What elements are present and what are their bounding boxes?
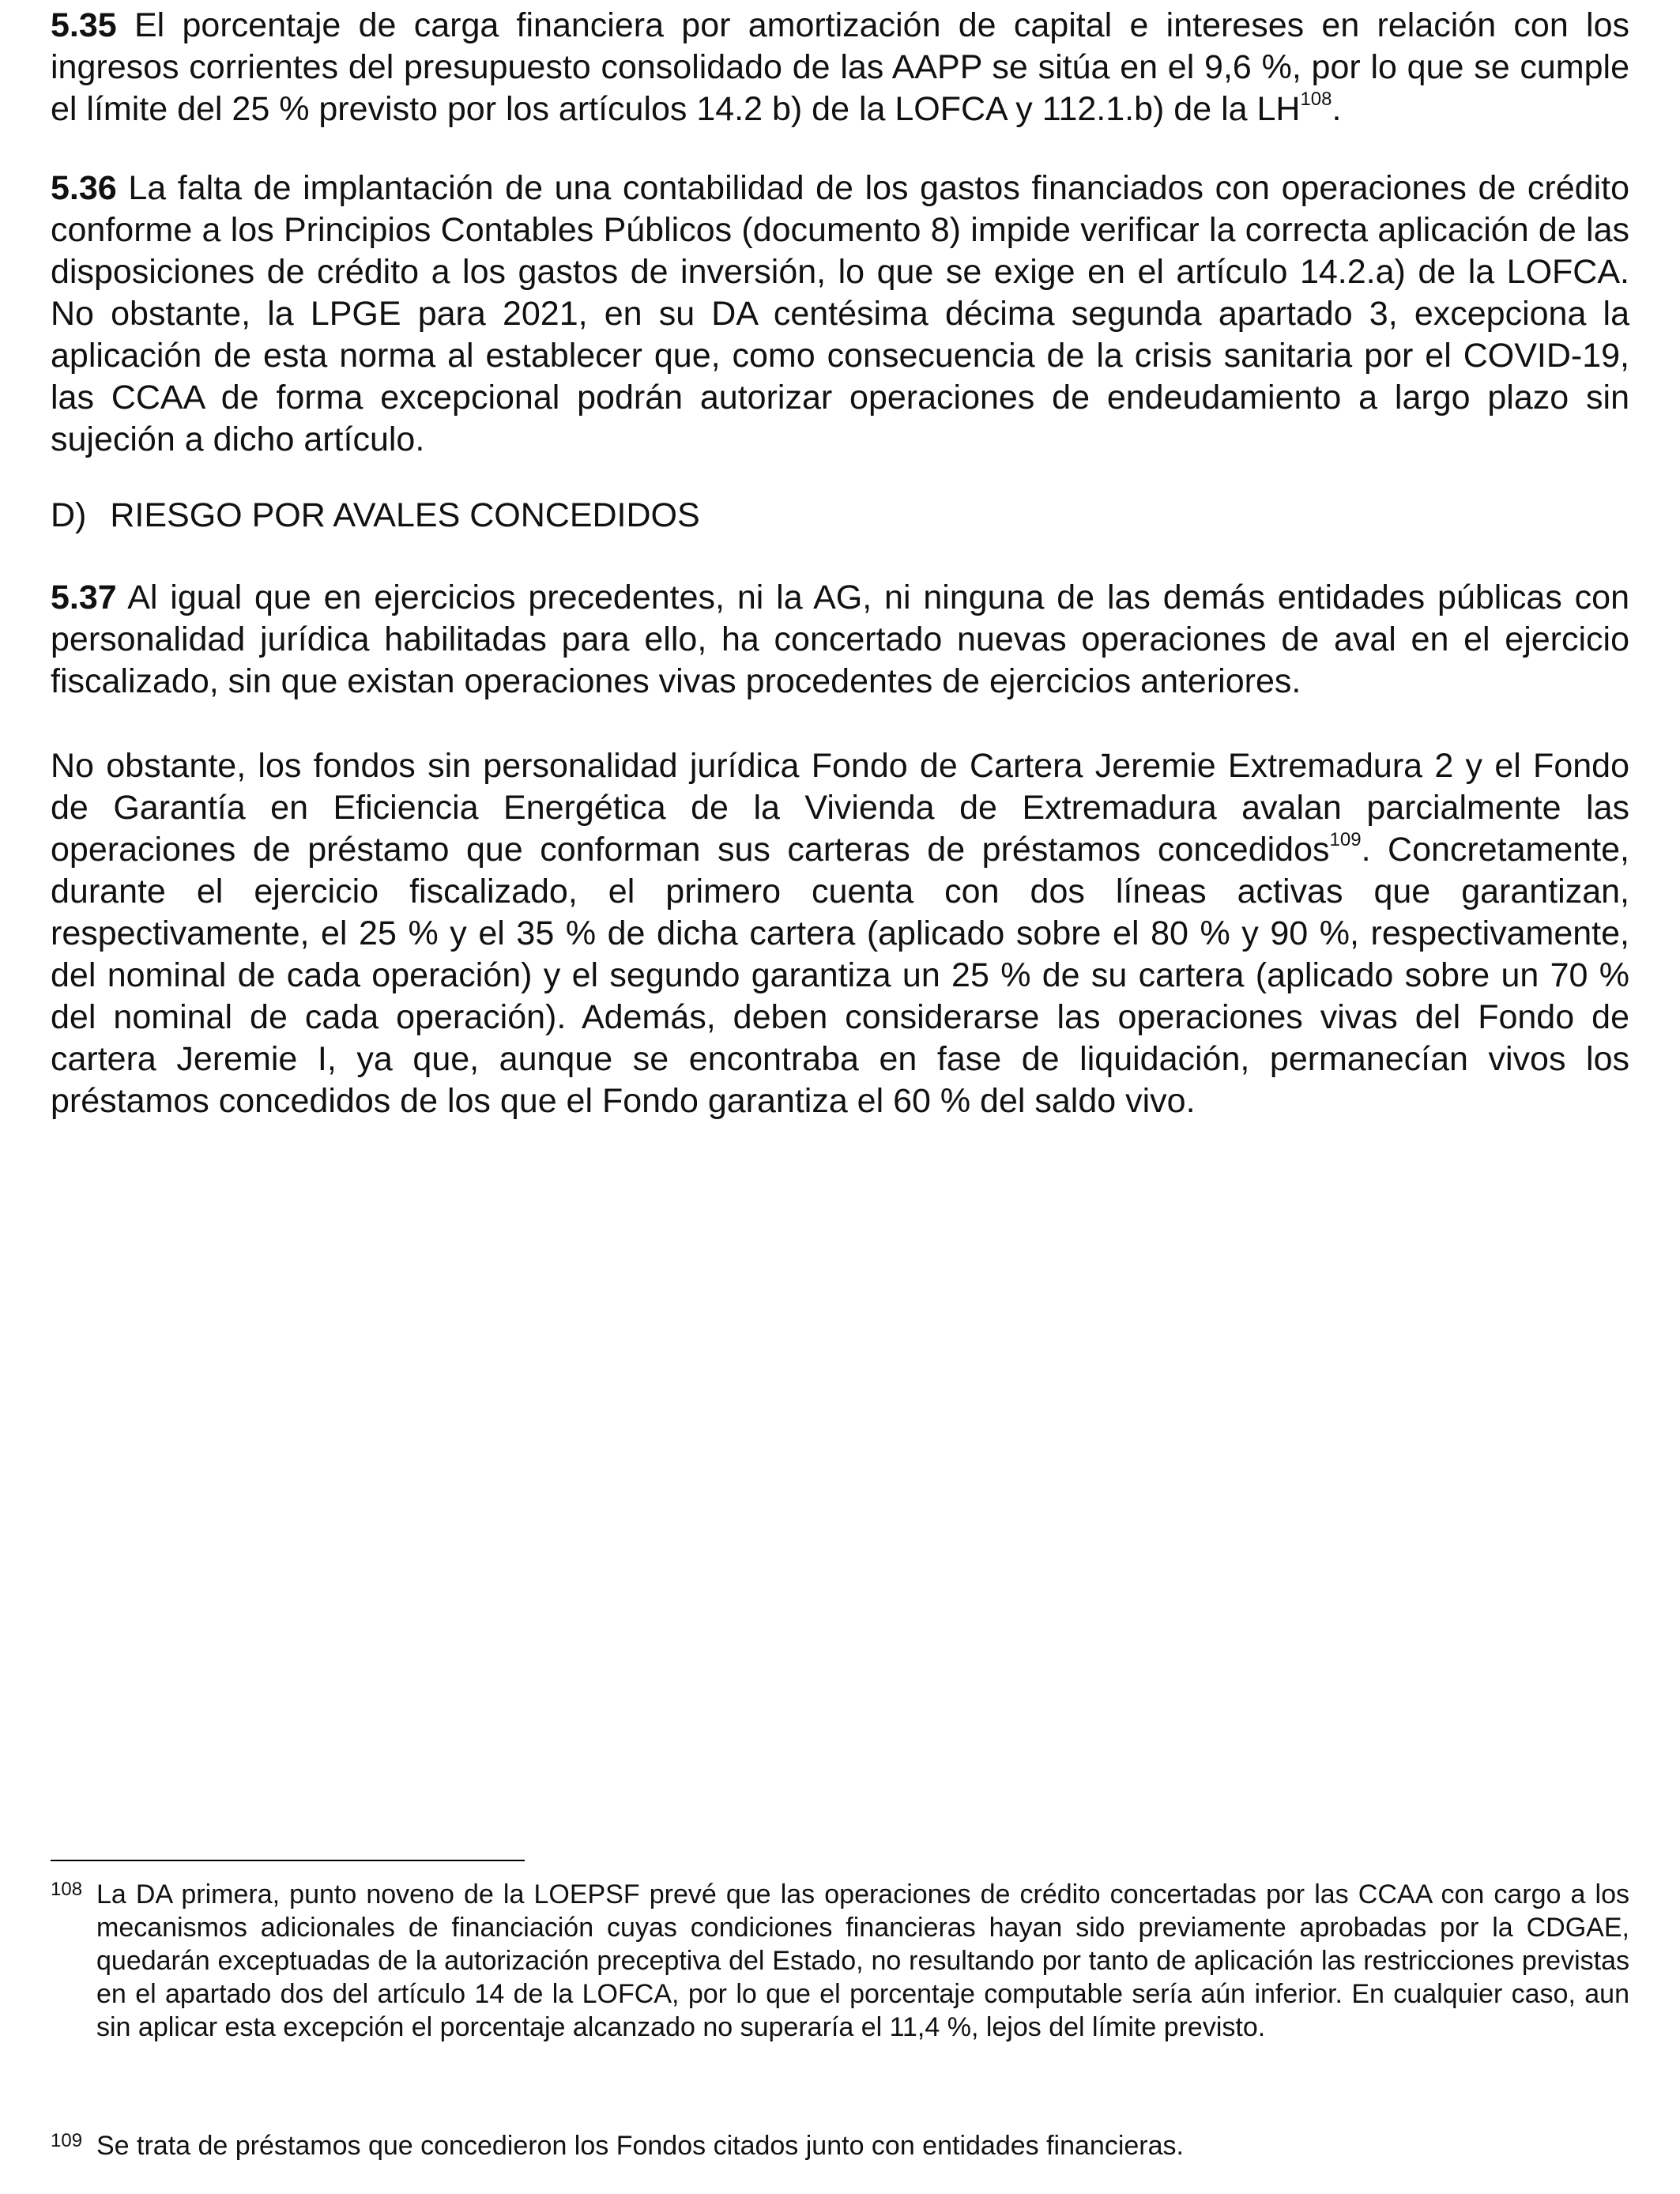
document-page (51, 0, 1629, 2194)
paragraph-text: Al igual que en ejercicios precedentes, ni la AG, ni ninguna de las demás entidades públicas con personalidad jurídica habilitadas para ello, ha concertado nuevas operaciones de aval en el ejercicio fiscalizado, sin que existan operaciones vivas procedentes de ejercicios anteriores. (51, 579, 1629, 700)
paragraph-5-37 (51, 577, 1629, 703)
paragraph-text: No obstante, los fondos sin personalidad jurídica Fondo de Cartera Jeremie Extremadura 2 y el Fondo de Garantía en Eficiencia Energética de la Vivienda de Extremadura avalan parcialmente las operaciones de préstamo que conforman sus carteras de préstamos concedidos (51, 747, 1629, 869)
footnote-text: Se trata de préstamos que concedieron los Fondos citados junto con entidades financieras. (96, 2131, 1184, 2161)
paragraph-text-continued: . Concretamente, durante el ejercicio fiscalizado, el primero cuenta con dos líneas activas que garantizan, respectivamente, el 25 % y el 35 % de dicha cartera (aplicado sobre el 80 % y 90 %, respectivamente, del nominal de cada operación) y el segundo garantiza un 25 % de su cartera (aplicado sobre un 70 % del nominal de cada operación). Además, deben considerarse las operaciones vivas del Fondo de cartera Jeremie I, ya que, aunque se encontraba en fase de liquidación, permanecían vivos los préstamos concedidos de los que el Fondo garantiza el 60 % del saldo vivo. (51, 831, 1629, 1120)
paragraph-5-37-continued (51, 745, 1629, 1122)
footnote-108 (51, 1878, 1629, 2044)
paragraph-text: El porcentaje de carga financiera por amortización de capital e intereses en relación con los ingresos corrientes del presupuesto consolidado de las AAPP se sitúa en el 9,6 %, por lo que se cumple el límite del 25 % previsto por los artículos 14.2 b) de la LOFCA y 112.1.b) de la LH (51, 6, 1629, 128)
footnote-text: La DA primera, punto noveno de la LOEPSF prevé que las operaciones de crédito concertadas por las CCAA con cargo a los mecanismos adicionales de financiación cuyas condiciones financieras hayan sido previamente aprobadas por la CDGAE, quedarán exceptuadas de la autorización preceptiva del Estado, no resultando por tanto de aplicación las restricciones previstas en el apartado dos del artículo 14 de la LOFCA, por lo que el porcentaje computable sería aún inferior. En cualquier caso, aun sin aplicar esta excepción el porcentaje alcanzado no superaría el 11,4 %, lejos del límite previsto. (96, 1879, 1629, 2042)
paragraph-number: 5.36 (51, 169, 117, 207)
paragraph-5-36 (51, 168, 1629, 461)
paragraph-number: 5.35 (51, 6, 117, 44)
footnote-ref-108[interactable]: 108 (1300, 88, 1332, 110)
paragraph-number: 5.37 (51, 579, 117, 616)
footnote-separator (51, 1860, 525, 1861)
footnote-number: 108 (51, 1879, 83, 1900)
paragraph-tail: . (1332, 90, 1342, 128)
footnote-109 (51, 2129, 1629, 2162)
paragraph-text: La falta de implantación de una contabilidad de los gastos financiados con operaciones de crédito conforme a los Principios Contables Públicos (documento 8) impide verificar la correcta aplicación de las disposiciones de crédito a los gastos de inversión, lo que se exige en el artículo 14.2.a) de la LOFCA. No obstante, la LPGE para 2021, en su DA centésima décima segunda apartado 3, excepciona la aplicación de esta norma al establecer que, como consecuencia de la crisis sanitaria por el COVID-19, las CCAA de forma excepcional podrán autorizar operaciones de endeudamiento a largo plazo sin sujeción a dicho artículo. (51, 169, 1629, 458)
section-heading (51, 495, 1629, 537)
footnote-number: 109 (51, 2130, 83, 2151)
section-title: RIESGO POR AVALES CONCEDIDOS (110, 496, 700, 534)
paragraph-5-35 (51, 5, 1629, 130)
footnote-ref-109[interactable]: 109 (1329, 828, 1362, 850)
section-letter: D) (51, 496, 87, 534)
